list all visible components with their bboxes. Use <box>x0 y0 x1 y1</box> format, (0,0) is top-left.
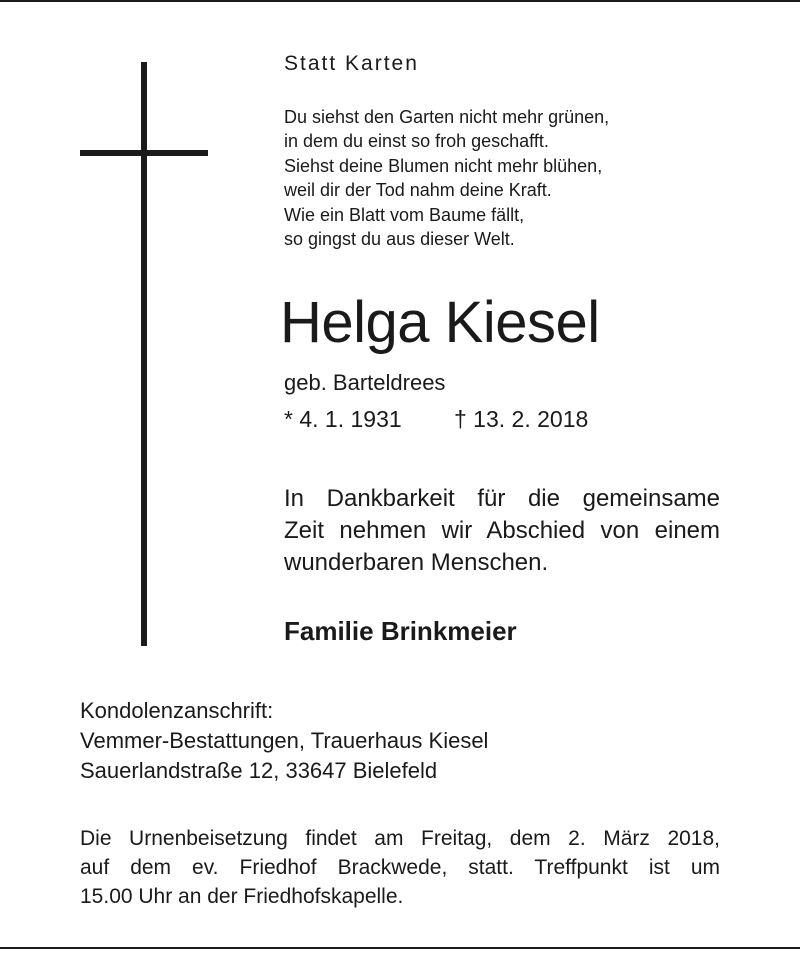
burial-line: auf dem ev. Friedhof Brackwede, statt. Treffpunkt ist um <box>80 856 720 879</box>
burial-notice <box>80 824 720 911</box>
cross-icon-crossbar <box>80 150 208 156</box>
message-line: wunderbaren Menschen. <box>284 549 549 576</box>
poem-line: Wie ein Blatt vom Baume fällt, <box>284 204 525 225</box>
life-dates <box>284 404 589 434</box>
deceased-name: Helga Kiesel <box>280 290 600 355</box>
family-signature: Familie Brinkmeier <box>284 616 517 646</box>
poem-line: weil dir der Tod nahm deine Kraft. <box>284 180 552 201</box>
heading-statt-karten: Statt Karten <box>284 52 419 75</box>
burial-line: 15.00 Uhr an der Friedhofskapelle. <box>80 885 404 908</box>
gratitude-message <box>284 483 720 579</box>
death-date: † 13. 2. 2018 <box>454 406 589 432</box>
condolence-address <box>80 696 488 786</box>
message-line: In Dankbarkeit für die gemeinsame <box>284 485 720 512</box>
poem-line: so gingst du aus dieser Welt. <box>284 229 515 250</box>
condolence-label: Kondolenzanschrift: <box>80 698 274 723</box>
condolence-line: Vemmer-Bestattungen, Trauerhaus Kiesel <box>80 728 489 753</box>
condolence-line: Sauerlandstraße 12, 33647 Bielefeld <box>80 758 438 783</box>
poem-line: in dem du einst so froh geschafft. <box>284 131 549 152</box>
poem <box>284 105 609 251</box>
message-line: Zeit nehmen wir Abschied von einem <box>284 517 720 544</box>
burial-line: Die Urnenbeisetzung findet am Freitag, dem 2. März 2018, <box>80 827 720 850</box>
birth-date: * 4. 1. 1931 <box>284 406 402 432</box>
poem-line: Du siehst den Garten nicht mehr grünen, <box>284 107 610 127</box>
maiden-name: geb. Barteldrees <box>284 370 446 395</box>
poem-line: Siehst deine Blumen nicht mehr blühen, <box>284 155 603 176</box>
